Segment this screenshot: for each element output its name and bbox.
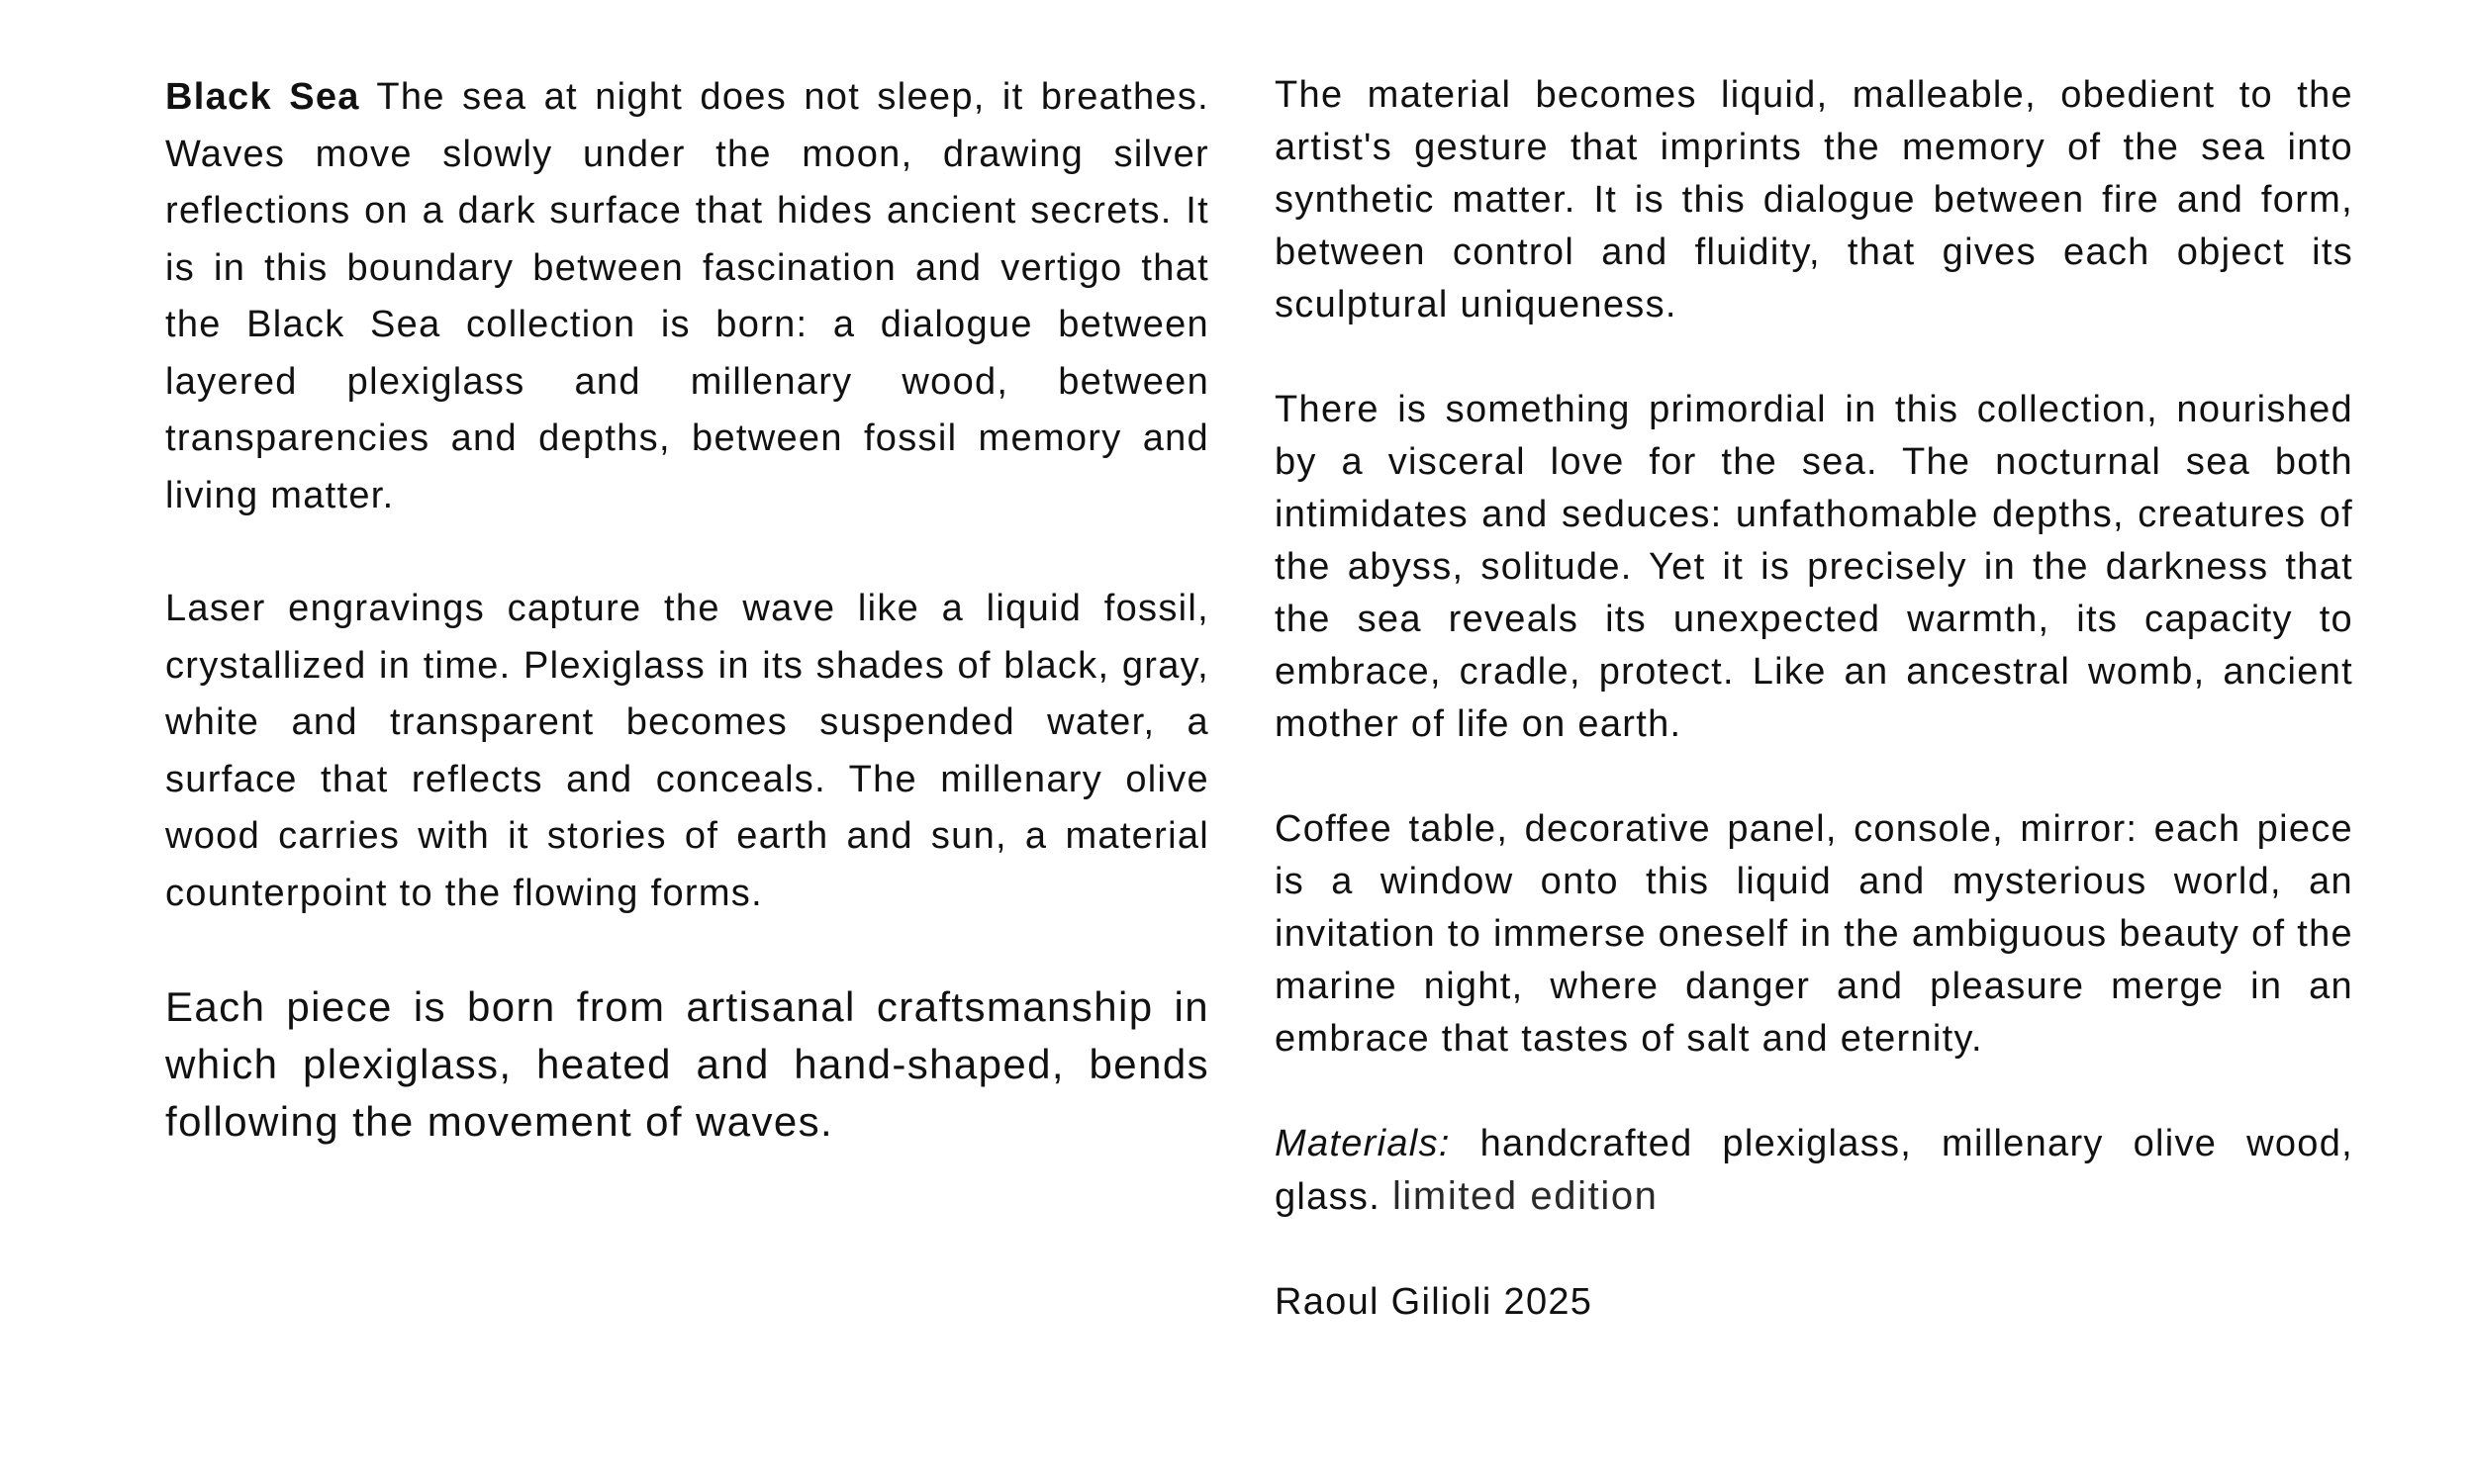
materials-paragraph: [1275, 1118, 2353, 1224]
signature: Raoul Gilioli 2025: [1275, 1281, 1593, 1323]
edition-note: limited edition: [1391, 1174, 1659, 1218]
materials-text: handcrafted plexiglass, millenary olive wood, glass.: [1275, 1123, 2353, 1218]
craftsmanship-paragraph: Each piece is born from artisanal craftsmanship in which plexiglass, heated and hand-shaped, bends following the movement of waves.: [165, 983, 1209, 1145]
laser-engravings-paragraph: Laser engravings capture the wave like a liquid fossil, crystallized in time. Plexiglass in its shades of black, gray, white and transparent becomes suspended water, a surface that reflects and conceals. The millenary olive wood carries with it stories of earth and sun, a material counterpoint to the flowing forms.: [165, 588, 1209, 914]
left-column: [165, 69, 1209, 1151]
collection-title: Black Sea: [165, 76, 360, 118]
materials-label: Materials:: [1275, 1123, 1451, 1164]
right-column: [1275, 69, 2353, 1329]
intro-paragraph: [165, 69, 1209, 524]
material-paragraph: The material becomes liquid, malleable, obedient to the artist's gesture that imprints the memory of the sea into synthetic matter. It is this dialogue between fire and form, between control and fluidity, that gives each object its sculptural uniqueness.: [1275, 74, 2353, 325]
intro-text: The sea at night does not sleep, it breathes. Waves move slowly under the moon, drawing silver reflections on a dark surface that hides ancient secrets. It is in this boundary between fascination and vertigo that the Black Sea collection is born: a dialogue between layered plexiglass and millenary wood, between transparencies and depths, between fossil memory and living matter.: [165, 76, 1209, 516]
pieces-paragraph: Coffee table, decorative panel, console, mirror: each piece is a window onto this liquid and mysterious world, an invitation to immerse oneself in the ambiguous beauty of the marine night, where danger and pleasure merge in an embrace that tastes of salt and eternity.: [1275, 808, 2353, 1060]
primordial-paragraph: There is something primordial in this collection, nourished by a visceral love for the sea. The nocturnal sea both intimidates and seduces: unfathomable depths, creatures of the abyss, solitude. Yet it is precisely in the darkness that the sea reveals its unexpected warmth, its capacity to embrace, cradle, protect. Like an ancestral womb, ancient mother of life on earth.: [1275, 389, 2353, 745]
